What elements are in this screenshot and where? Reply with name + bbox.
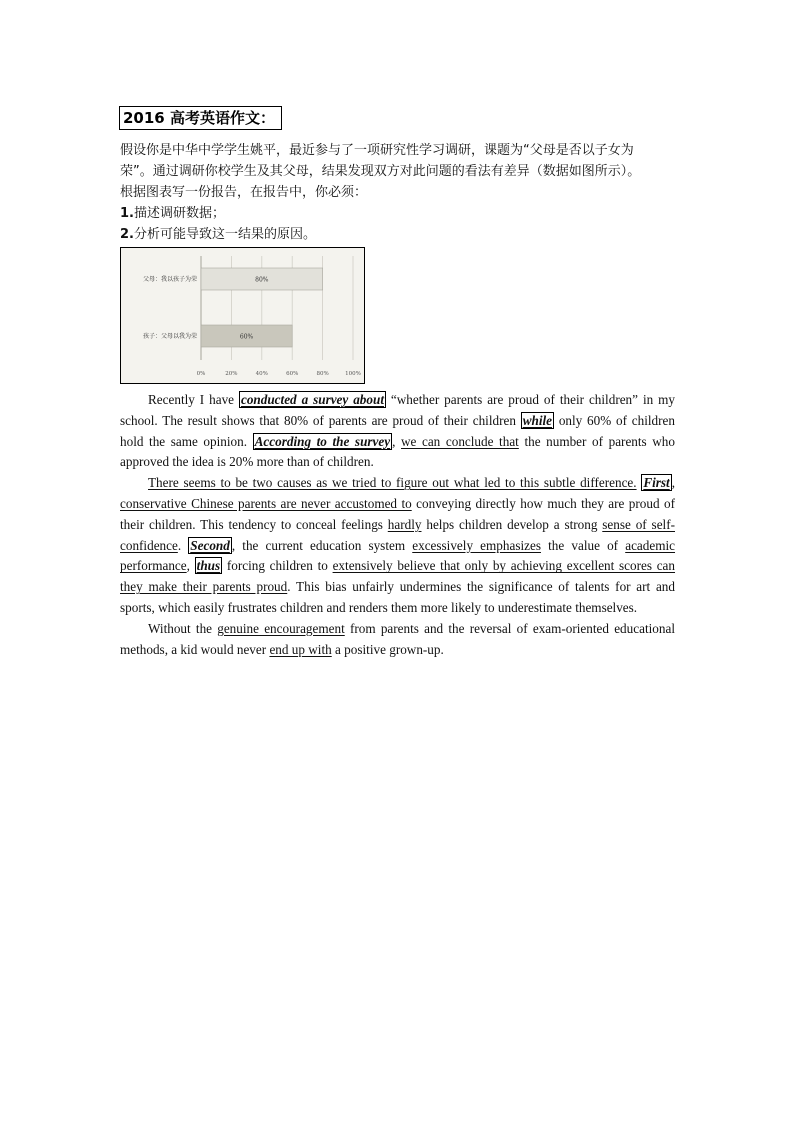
text-run: from parents and the reversal of exam-oriented educational methods, a kid would never <box>120 620 675 657</box>
text-run: . This bias unfairly undermines the significance of talents for art and sports, which easily frustrates children and renders them more likely to underestimate themselves. <box>120 579 675 615</box>
essay-title: 2016 高考英语作文： <box>119 106 282 130</box>
highlighted-phrase: conducted a survey about <box>240 392 384 407</box>
underlined-phrase: There seems to be two causes as we tried to figure out what led to this subtle difference. <box>148 475 637 491</box>
underlined-phrase: we can conclude that <box>401 433 519 449</box>
text-run: , <box>392 433 401 449</box>
chart-x-tick-label: 60% <box>286 371 299 377</box>
requirement-1-number: 1. <box>120 206 134 221</box>
text-run: conveying directly how much they are proud of their children. This tendency to conceal feelings <box>120 495 675 532</box>
underlined-phrase: end up with <box>269 641 332 657</box>
requirement-2-text: 分析可能导致这一结果的原因。 <box>133 227 316 242</box>
chart-data-label: 60% <box>239 333 254 341</box>
underlined-phrase: extensively believe that only by achieving excellent scores can they make their parents proud <box>120 558 676 595</box>
highlighted-phrase: thus <box>196 558 221 574</box>
chart-category-label: 父母：我以孩子为荣 <box>142 276 197 283</box>
text-run: forcing children to <box>222 558 333 574</box>
chart-x-tick-label: 80% <box>316 371 329 377</box>
highlighted-phrase: According to the survey <box>254 433 391 449</box>
highlighted-phrase: while <box>522 412 553 428</box>
chart-x-tick-label: 100% <box>345 371 361 377</box>
requirement-1 <box>120 203 676 224</box>
essay-paragraph-2 <box>120 473 675 619</box>
chart-x-tick-label: 0% <box>196 371 206 377</box>
text-run: only 60% of children hold the same opinion. <box>120 412 675 449</box>
chart-x-tick-label: 40% <box>255 371 268 377</box>
prompt-line-2: 荣”。通过调研你校学生及其父母，结果发现双方对此问题的看法有差异（数据如图所示）。 <box>120 164 641 179</box>
chart-x-tick-label: 20% <box>225 371 238 377</box>
requirement-2-number: 2. <box>120 227 134 242</box>
highlighted-phrase: First <box>643 475 670 491</box>
text-run: , <box>671 475 676 491</box>
prompt-line-3: 根据图表写一份报告，在报告中，你必须： <box>120 185 368 200</box>
underlined-phrase: hardly <box>387 516 422 532</box>
requirement-2 <box>120 224 676 245</box>
requirement-1-text: 描述调研数据； <box>133 206 225 221</box>
underlined-phrase: excessively emphasizes <box>412 537 541 553</box>
text-run: the value of <box>540 537 626 553</box>
text-run: Recently I have <box>148 392 239 407</box>
text-run: Without the <box>148 620 218 636</box>
essay-body <box>120 390 675 660</box>
chart-category-label: 孩子：父母以我为荣 <box>142 333 197 340</box>
underlined-phrase: academic performance <box>120 537 676 574</box>
text-run: the number of parents who approved the idea is 20% more than of children. <box>120 433 675 470</box>
survey-chart <box>120 247 365 384</box>
text-run: , the current education system <box>231 537 413 553</box>
prompt-line-1: 假设你是中华中学学生姚平，最近参与了一项研究性学习调研，课题为“父母是否以子女为 <box>120 143 634 158</box>
survey-chart-svg <box>121 248 364 383</box>
essay-paragraph-1 <box>120 390 675 473</box>
highlighted-phrase: Second <box>190 537 230 553</box>
text-run: a positive grown-up. <box>331 641 444 657</box>
text-run: . <box>177 537 189 553</box>
underlined-phrase: conservative Chinese parents are never accustomed to <box>120 495 412 511</box>
text-run: helps children develop a strong <box>421 516 603 532</box>
essay-paragraph-3 <box>120 619 675 661</box>
underlined-phrase: genuine encouragement <box>217 620 345 636</box>
text-run: , <box>186 558 195 574</box>
chart-data-label: 80% <box>255 276 269 284</box>
text-run: “whether parents are proud of their children” in my school. The result shows that 80% of parents are proud of their children <box>120 392 675 428</box>
underlined-phrase: sense of self-confidence <box>120 516 675 553</box>
